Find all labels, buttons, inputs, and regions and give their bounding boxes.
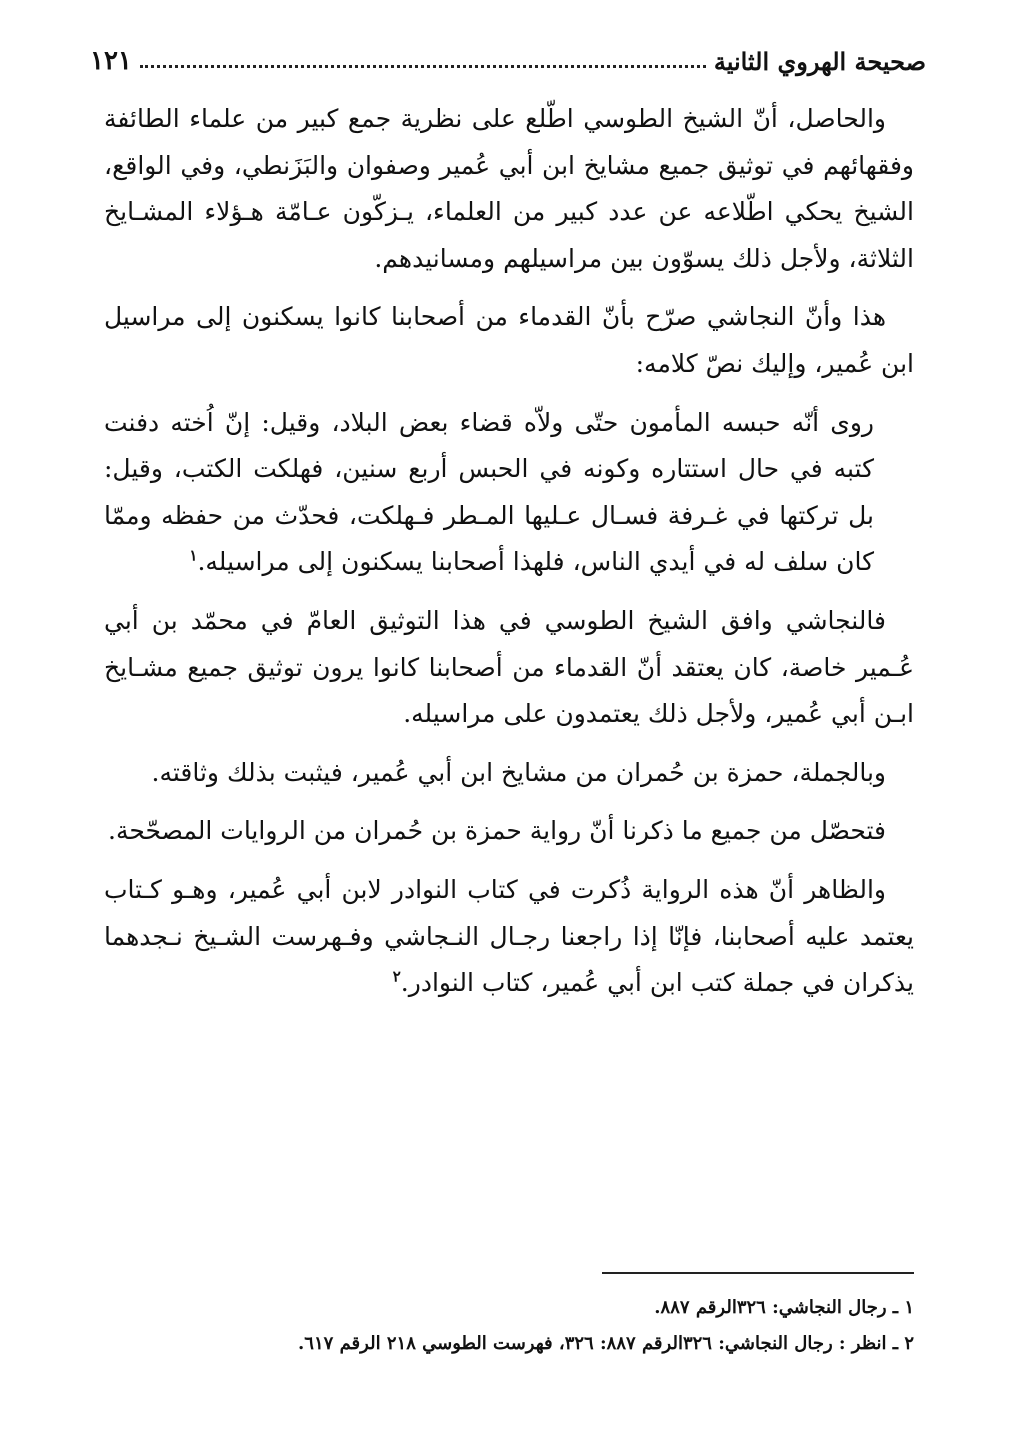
quote-text: روى أنّه حبسه المأمون حتّى ولاّه قضاء بعض البلاد، وقيل: إنّ اُخته دفنت كتبه في حال استتاره وكونه في الحبس أربع سنين، فهلكت الكتب، وقيل: بل تركتها في غـرفة فسـال عـليها المـطر فـهلكت، فحدّث من حفظه وممّا كان سلف له في أيدي الناس، فلهذا أصحابنا يسكنون إلى مراسيله. [104,407,874,577]
footnote-ref-1[interactable]: ١ [189,547,198,566]
footnote-1: ١ ـ رجال النجاشي: ٣٢٦الرقم ٨٨٧. [654,1297,914,1318]
paragraph-5: فتحصّل من جميع ما ذكرنا أنّ رواية حمزة بن حُمران من الروايات المصحّحة. [108,816,886,846]
paragraph-1: والحاصل، أنّ الشيخ الطوسي اطّلع على نظرية جمع كبير من علماء الطائفة وفقهائهم في توثيق جميع مشايخ ابن أبي عُمير وصفوان والبَزَنطي، وفي الواقع، الشيخ يحكي اطّلاعه عن عدد كبير من العلماء، يـزكّون عـامّة هـؤلاء المشـايخ الثلاثة، ولأجل ذلك يسوّون بين مراسيلهم ومسانيدهم. [104,104,914,273]
running-title: صحيحة الهروي الثانية [713,47,926,76]
running-header [90,36,926,76]
paragraph-2: هذا وأنّ النجاشي صرّح بأنّ القدماء من أصحابنا كانوا يسكنون إلى مراسيل ابن عُمير، وإليك نصّ كلامه: [104,302,914,378]
paragraph-6 [104,867,914,1007]
dotted-leader [140,64,706,68]
footnote-divider [602,1272,914,1274]
body-text [104,96,914,1019]
page-number: ١٢١ [90,46,132,76]
footnote-ref-2[interactable]: ٢ [392,967,401,986]
footnotes [104,1290,914,1362]
paragraph-6-text: والظاهر أنّ هذه الرواية ذُكرت في كتاب النوادر لابن أبي عُمير، وهـو كـتاب يعتمد عليه أصحابنا، فإنّا إذا راجعنا رجـال النـجاشي وفـهرست الشـيخ نـجدهما يذكران في جملة كتب ابن أبي عُمير، كتاب النوادر. [104,874,914,998]
paragraph-3: فالنجاشي وافق الشيخ الطوسي في هذا التوثيق العامّ في محمّد بن أبي عُـمير خاصة، كان يعتقد أنّ القدماء من أصحابنا كانوا يرون توثيق جميع مشـايخ ابـن أبي عُمير، ولأجل ذلك يعتمدون على مراسيله. [104,605,914,729]
block-quote [104,400,874,586]
footnote-2: ٢ ـ انظر : رجال النجاشي: ٣٢٦الرقم ٨٨٧: ٣٢٦، فهرست الطوسي ٢١٨ الرقم ٦١٧. [298,1333,914,1354]
paragraph-4: وبالجملة، حمزة بن حُمران من مشايخ ابن أبي عُمير، فيثبت بذلك وثاقته. [151,757,886,787]
